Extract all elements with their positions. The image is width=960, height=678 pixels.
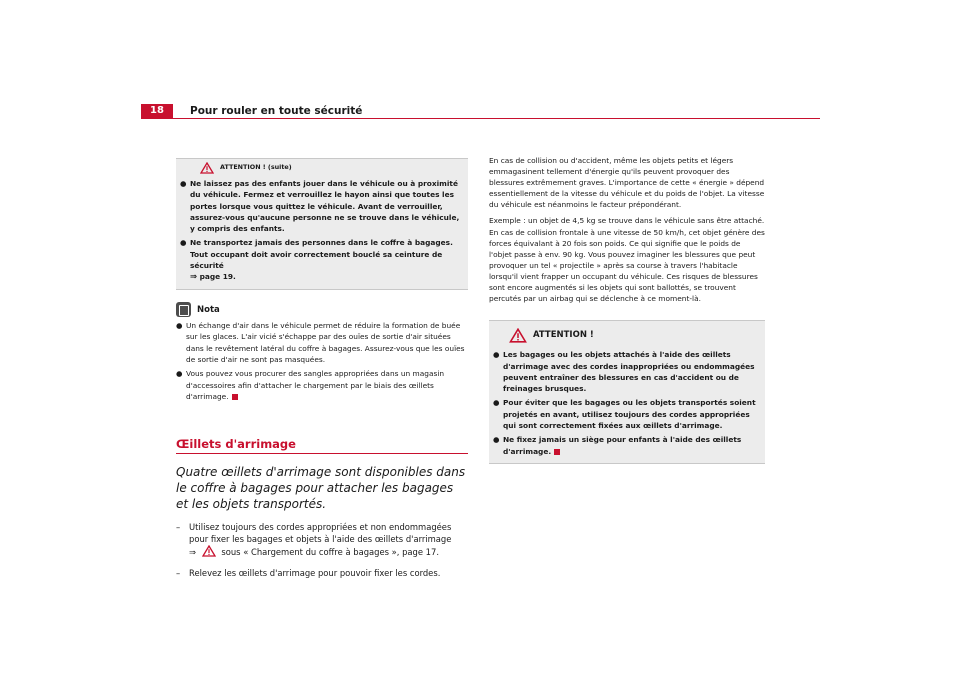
- list-item: [180, 237, 464, 282]
- bullet-icon: ●: [180, 238, 187, 248]
- bullet-icon: ●: [176, 320, 183, 330]
- page-number: 18: [141, 104, 173, 118]
- step-text: Relevez les œillets d'arrimage pour pouvoir fixer les cordes.: [189, 568, 441, 579]
- step-item: [176, 567, 468, 579]
- warning-item-text: Pour éviter que les bagages ou les objets transportés soient projetés en avant, utilisez toujours des cordes appropriées qui sont correctement fixées aux œillets d'arrimage.: [503, 398, 756, 430]
- warning-item-text: Les bagages ou les objets attachés à l'aide des œillets d'arrimage avec des cordes inappropriées ou endommagées peuvent entraîner des blessures en cas d'accident ou de freinages brusques.: [503, 350, 755, 394]
- warning-item-text: [503, 434, 761, 457]
- warning-title: [200, 162, 464, 174]
- warning-title-text: ATTENTION !: [533, 330, 594, 341]
- header-rule: [141, 118, 820, 119]
- warning-triangle-icon: [202, 545, 216, 557]
- bullet-icon: ●: [493, 350, 500, 360]
- paragraph: Exemple : un objet de 4,5 kg se trouve dans le véhicule sans être attaché. En cas de collision frontale à une vitesse de 50 km/h, cet objet génère des forces équivalant à 20 fois son poids. Ce qui signifie que le poids de l'objet passe à env. 90 kg. Vous pouvez imaginer les blessures que peut provoquer un tel « projectile » après sa course à travers l'habitacle lorsqu'il vient frapper un occupant du véhicule. Ces risques de blessures sont encore augmentés si les objets qui sont ballottés, se trouvent percutés par un airbag qui se déclenche à ce moment-là.: [489, 216, 765, 304]
- note-item-text: [186, 368, 468, 403]
- warning-item-text: Ne laissez pas des enfants jouer dans le véhicule ou à proximité du véhicule. Fermez et verrouillez le hayon ainsi que toutes les portes lorsque vous quittez le véhicule. Avant de verrouiller, assurez-vous qu'aucune personne ne se trouve dans le véhicule, y compris des enfants.: [190, 179, 460, 234]
- warning-item-body: Ne fixez jamais un siège pour enfants à l'aide des œillets d'arrimage.: [503, 435, 742, 456]
- step-text-a: Utilisez toujours des cordes appropriées et non endommagées pour fixer les bagages et objets à l'aide des œillets d'arrimage: [189, 521, 452, 545]
- note-header: [176, 302, 468, 317]
- warning-box-continued: [176, 158, 468, 290]
- bullet-icon: ●: [176, 369, 183, 379]
- warning-triangle-icon: [200, 162, 214, 174]
- step-text-b: sous « Chargement du coffre à bagages », page 17.: [221, 547, 439, 558]
- warning-item-body: Ne transportez jamais des personnes dans le coffre à bagages. Tout occupant doit avoir correctement bouclé sa ceinture de sécurité: [190, 238, 453, 271]
- bullet-icon: ●: [180, 179, 187, 188]
- warning-title: [509, 328, 761, 343]
- arrow-icon: ⇒: [190, 271, 198, 282]
- bullet-icon: ●: [493, 435, 500, 445]
- step-item: [176, 521, 468, 559]
- end-mark-icon: [554, 449, 560, 455]
- warning-box: [489, 320, 765, 464]
- left-column: [176, 158, 468, 580]
- step-text: [189, 521, 468, 559]
- list-item: [176, 320, 468, 366]
- dash-icon: –: [176, 568, 181, 579]
- bullet-icon: ●: [493, 398, 500, 408]
- warning-triangle-icon: [509, 328, 527, 343]
- section-title: Œillets d'arrimage: [176, 437, 468, 454]
- right-column: [489, 155, 765, 464]
- list-item: [493, 349, 761, 394]
- list-item: [493, 434, 761, 457]
- list-item: [493, 397, 761, 431]
- warning-item-text: [190, 237, 464, 282]
- paragraph: En cas de collision ou d'accident, même les objets petits et légers emmagasinent tellement d'énergie qu'ils peuvent provoquer des blessures extrêmement graves. L'importance de cette « énergie » dépend essentiellement de la vitesse du véhicule et du poids de l'objet. La vitesse du véhicule est néanmoins le facteur prépondérant.: [489, 156, 765, 210]
- list-item: [180, 178, 464, 234]
- note-title: Nota: [197, 305, 220, 316]
- arrow-icon: ⇒: [189, 547, 197, 558]
- warning-title-text: ATTENTION ! (suite): [220, 163, 292, 172]
- section-intro: Quatre œillets d'arrimage sont disponibles dans le coffre à bagages pour attacher les bagages et les objets transportés.: [176, 464, 466, 511]
- note-section: [176, 302, 468, 403]
- page-title: Pour rouler en toute sécurité: [190, 105, 363, 117]
- note-icon: [176, 302, 191, 317]
- end-mark-icon: [232, 394, 238, 400]
- list-item: [176, 368, 468, 403]
- note-item-body: Vous pouvez vous procurer des sangles appropriées dans un magasin d'accessoires afin d'attacher le chargement par le biais des œillets d'arrimage.: [186, 369, 445, 402]
- page-reference-link[interactable]: page 19.: [199, 272, 236, 282]
- note-item-text: Un échange d'air dans le véhicule permet de réduire la formation de buée sur les glaces. L'air vicié s'échappe par des ouïes de sortie d'air situées dans le revêtement latéral du coffre à bagages. Assurez-vous que les ouïes de sortie d'air ne sont pas masquées.: [186, 320, 465, 365]
- dash-icon: –: [176, 521, 181, 532]
